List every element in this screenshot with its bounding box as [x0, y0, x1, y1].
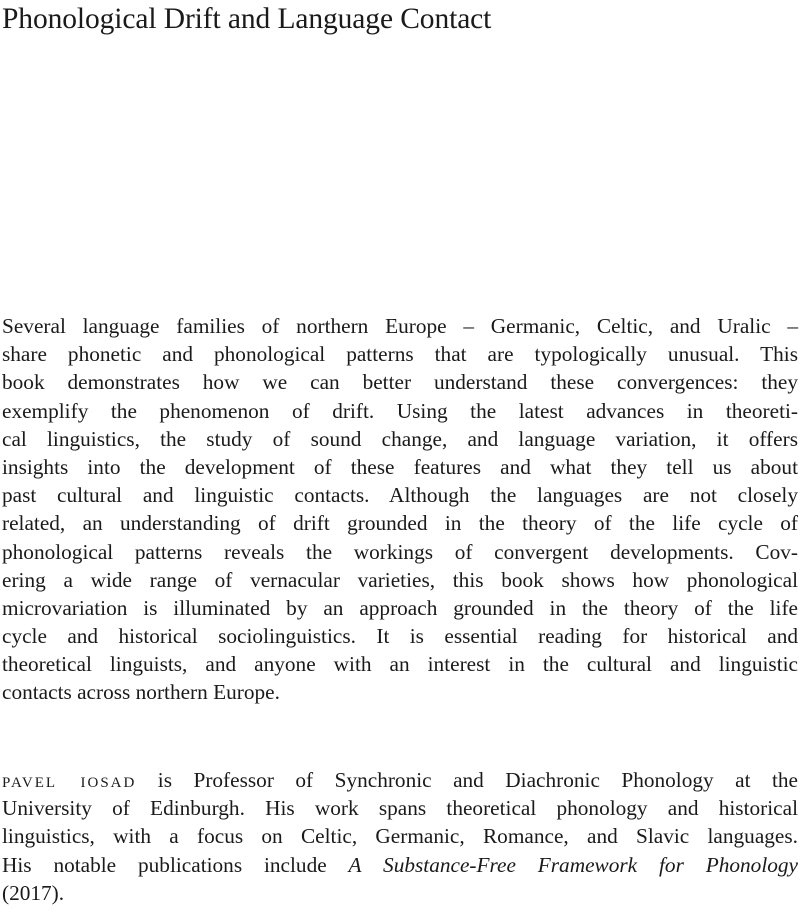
bio-line [2, 766, 798, 794]
description-line: microvariation is illuminated by an approach grounded in the theory of the life [2, 595, 798, 620]
bio-line [2, 851, 798, 879]
description-line: book demonstrates how we can better understand these convergences: they [2, 370, 798, 395]
description-line: exemplify the phenomenon of drift. Using the latest advances in theoreti- [2, 398, 798, 423]
author-name: pavel iosad [2, 768, 137, 792]
description-line: phonological patterns reveals the workings of convergent developments. Cov- [2, 539, 798, 564]
description-line: insights into the development of these features and what they tell us about [2, 454, 798, 479]
author-bio [2, 766, 798, 907]
book-description [2, 312, 798, 707]
description-line: past cultural and linguistic contacts. Although the languages are not closely [2, 483, 798, 508]
description-line: cycle and historical sociolinguistics. It is essential reading for historical and [2, 624, 798, 649]
bio-text: His notable publications include [2, 852, 349, 877]
bio-line: (2017). [2, 880, 65, 905]
description-line: contacts across northern Europe. [2, 680, 280, 705]
bio-text: is Professor of Synchronic and Diachronic Phonology at the [136, 768, 798, 792]
description-line: cal linguistics, the study of sound change, and language variation, it offers [2, 426, 798, 451]
description-line: share phonetic and phonological patterns that are typologically unusual. This [2, 342, 798, 367]
description-line: theoretical linguists, and anyone with an interest in the cultural and linguistic [2, 652, 798, 677]
book-title: A Substance-Free Framework for Phonology [348, 852, 798, 877]
description-line: ering a wide range of vernacular varieties, this book shows how phonological [2, 567, 798, 592]
description-line: Several language families of northern Europe – Germanic, Celtic, and Uralic – [2, 314, 798, 338]
description-line: related, an understanding of drift grounded in the theory of the life cycle of [2, 511, 798, 536]
page-title: Phonological Drift and Language Contact [2, 3, 492, 35]
bio-line: University of Edinburgh. His work spans theoretical phonology and historical [2, 796, 798, 821]
bio-line: linguistics, with a focus on Celtic, Germanic, Romance, and Slavic languages. [2, 824, 798, 849]
